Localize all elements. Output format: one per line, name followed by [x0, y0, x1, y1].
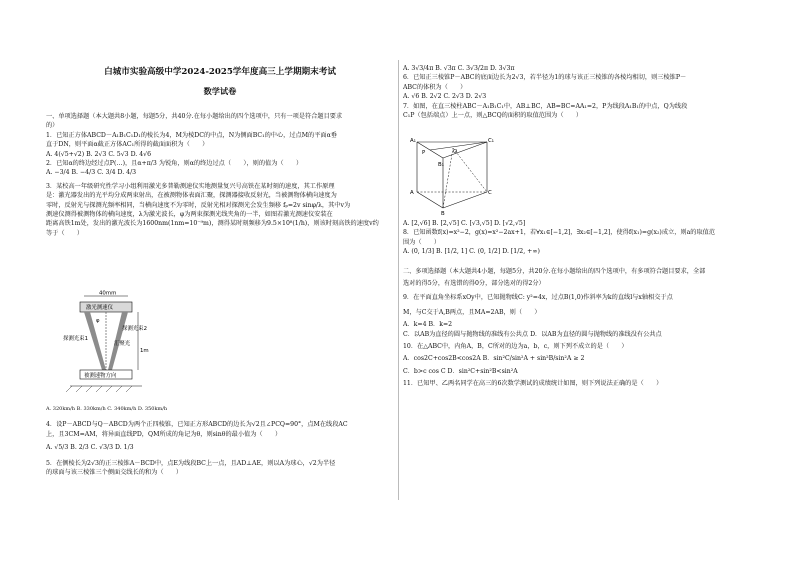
text-line: 7．如图，在直三棱柱ABC－A₁B₁C₁中，AB⊥BC，AB=BC=AA₁=2，P为线段A₁B₁的中点，Q为线段 [403, 102, 688, 110]
text-line: 2．已知α的终边经过点P(…)，且α+π/3 为锐角，则α的终边过点（ ），则的值为（ ） [46, 160, 303, 168]
laser-device-label: 激光测速仪 [86, 305, 113, 311]
label-C: C [488, 190, 492, 196]
phi-label: φ [96, 318, 100, 324]
text-line: C．b>c cos C D．sin²C+sin²B<sin²A [403, 367, 518, 375]
label-A1: A₁ [410, 138, 416, 144]
text-line: 是：激光器发出的光平均分成两束射出，在被测物体表面汇聚，探测器接收反射光，当被测物体横向速度为 [46, 192, 337, 200]
column-divider [398, 60, 399, 500]
text-line: 3．某校高一年级研究性学习小组利用激光多普勒测速仪实地测量复兴号高铁在某时刻的速度，其工作原理 [46, 182, 335, 190]
text-line: 10．在△ABC中，内角A，B，C所对的边为a，b，c，则下列不成立的是（ ） [403, 343, 628, 351]
text-line: 零时，反射光与探测光频率相同，当横向速度不为零时，反射光相对探测光会发生频移 fₚ=2v sinφ/λ，其中v为 [46, 201, 351, 209]
text-line: 一、单项选择题（本大题共8小题，每题5分，共40分.在每小题给出的四个选项中，只有一项是符合题目要求 [46, 113, 343, 120]
target-label: 被测速物方向 [84, 373, 117, 379]
exam-subtitle: 数学试卷 [203, 86, 237, 96]
text-line: 直于DN，则平面α截正方体AC₁所得的截面面积为（ ） [46, 141, 209, 149]
right-column [403, 64, 753, 120]
reflect-label: 汇聚光 [114, 341, 131, 347]
text-line: 选对的得5分，有选错的得0分，部分选对的得2分） [403, 280, 545, 288]
dim-40mm: 40mm [99, 290, 117, 297]
text-line: A. [2,√6] B. [2,√5] C. [√3,√5] D. [√2,√5] [403, 220, 526, 227]
text-line: A. −3/4 B. −4/3 C. 3/4 D. 4/3 [46, 169, 137, 177]
prism-figure [409, 136, 494, 216]
text-line: 测速仪测得被测物体的横向速度，λ为激光波长，φ为两束探测光线夹角的一半，如图若激光测速仪安装在 [46, 211, 333, 219]
text-line: A. √5/3 B. 2/3 C. √3/3 D. 1/3 [46, 444, 134, 452]
text-line: A. 3√3/4π B. √3π C. 3√3/2π D. 3√3π [403, 65, 515, 72]
text-line: 9．在平面直角坐标系xOy中，已知抛物线C: y²=4x，过点B(1,0)作斜率为k的直线l与x轴相交于点 [403, 294, 673, 302]
label-C1: C₁ [488, 138, 494, 144]
text-line: A. (0, 1/3] B. [1/2, 1] C. (0, 1/2] D. [1/2, +∞) [403, 248, 540, 256]
label-P: P [422, 150, 426, 156]
label-B: B [441, 211, 445, 216]
text-line: 的球面与该三棱锥三个侧面交线长的和为（ ） [46, 469, 183, 477]
text-line: A．cos2C+cos2B<cos2A B．sin²C/sin²A + sin²B/sin²A ≥ 2 [403, 355, 585, 363]
text-line: 8．已知函数f(x)=x²−2，g(x)=x²−2ax+1，若∀x₁∈[−1,2]，∃x₂∈[−1,2]，使得f(x₁)=g(x₂)成立，则a的取值范 [403, 229, 716, 237]
text-line: 二、多项选择题（本大题共4小题，每题5分，共20分.在每小题给出的四个选项中，有多项符合题目要求，全部 [403, 267, 706, 275]
text-line: A. 4(√5+√2) B. 2√3 C. 5√3 D. 4√6 [46, 150, 152, 158]
exam-title: 白城市实验高级中学2024-2025学年度高三上学期期末考试 [104, 67, 336, 77]
text-line: A. √6 B. 2√2 C. 2√3 D. 2√3 [403, 93, 487, 101]
text-line: ABC的体积为（ ） [403, 83, 467, 91]
text-line: 1．已知正方体ABCD－A₁B₁C₁D₁的棱长为4，M为棱DC的中点，N为侧面BC₁的中心，过点M的平面α垂 [46, 131, 337, 139]
text-line: 围为（ ） [403, 238, 441, 246]
label-Q: Q [453, 149, 458, 155]
text-line: 11．已知甲、乙两名同学在高三的6次数学测试的成绩统计如图，则下列说法正确的是（ ） [403, 380, 663, 388]
label-A: A [410, 190, 414, 196]
text-line: 距离高铁1m处，发出的激光波长为1600nm(1nm=10⁻⁹m)，测得某时刻频移为9.5×10⁸(1/h)，则该时刻高铁的速度v约 [46, 220, 379, 228]
text-line: 等于（ ） [46, 229, 84, 237]
distance-label: 1m [140, 348, 149, 354]
text-line: C．以AB为直径的圆与抛物线的准线有公共点 D．以AB为直径的圆与抛物线的准线没有公共点 [403, 330, 662, 338]
q3-options: A. 320km/h B. 330km/h C. 340km/h D. 350km/h [46, 406, 168, 412]
left-column-bottom [46, 405, 396, 477]
label-B1: B₁ [438, 162, 444, 168]
text-line: C₁P（包括端点）上一点，则△BCQ的面积的取值范围为（ ） [403, 112, 583, 120]
text-line: 5．在侧棱长为2√3的正三棱锥A－BCD中，点E为线段BC上一点，且AD⊥AE，则以A为球心，√2为半径 [46, 459, 336, 467]
text-line: 上，且3CM=AM，将异面直线PD，QM所成的角记为θ，则sinθ的最小值为（ ） [46, 430, 282, 438]
text-line: M，与C交于A,B两点，且MA=2AB，则（ ） [403, 308, 541, 316]
right-column-bottom [403, 219, 753, 389]
text-line: 6．已知正三棱锥P－ABC的底面边长为2√3，若半径为1的球与该正三棱锥的各棱均相切，则三棱锥P－ [403, 74, 687, 82]
left-column [46, 112, 396, 238]
laser-doppler-figure [62, 290, 150, 395]
text-line: 4．设P－ABCD与Q－ABCD为两个正四棱锥，已知正方形ABCD的边长为√2且∠PCQ=90°，点M在线段AC [46, 421, 348, 429]
text-line: 的） [46, 122, 59, 130]
text-line: A．k=4 B．k=2 [403, 321, 453, 329]
beam1-label: 探测光束1 [63, 336, 88, 342]
beam2-label: 探测光束2 [122, 326, 147, 332]
